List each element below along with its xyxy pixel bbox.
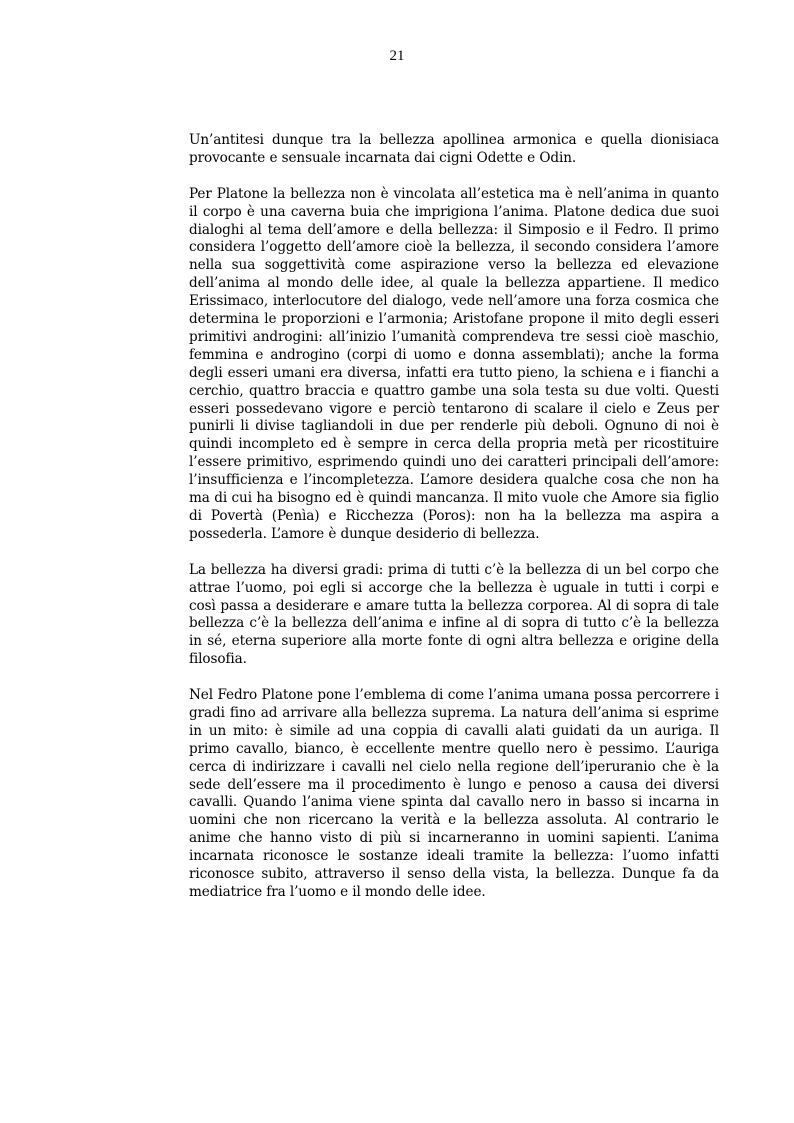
paragraph-degrees-of-beauty: La bellezza ha diversi gradi: prima di tutti c’è la bellezza di un bel corpo che attrae l’uomo, poi egli si accorge che la bellezza è uguale in tutti i corpi e così passa a desiderare e amare tutta la bellezza corporea. Al di sopra di tale bellezza c’è la bellezza dell’anima e infine al di sopra di tutto c’è la bellezza in sé, eterna superiore alla morte fonte di ogni altra bellezza e origine della filosofia. (189, 561, 719, 668)
page-number: 21 (389, 48, 405, 64)
body-text (189, 132, 719, 920)
paragraph-apollinean-dionysian: Un’antitesi dunque tra la bellezza apollinea armonica e quella dionisiaca provocante e sensuale incarnata dai cigni Odette e Odin. (189, 132, 719, 166)
paragraph-phaedrus-myth: Nel Fedro Platone pone l’emblema di come l’anima umana possa percorrere i gradi fino ad arrivare alla bellezza suprema. La natura dell’anima si esprime in un mito: è simile ad una coppia di cavalli alati guidati da un auriga. Il primo cavallo, bianco, è eccellente mentre quello nero è pessimo. L’auriga cerca di indirizzare i cavalli nel cielo nella regione dell’iperuranio che è la sede dell’essere ma il procedimento è lungo e penoso a causa dei diversi cavalli. Quando l’anima viene spinta dal cavallo nero in basso si incarna in uomini che non ricercano la verità e la bellezza assoluta. Al contrario le anime che hanno visto di più si incarneranno in uomini sapienti. L’anima incarnata riconosce le sostanze ideali tramite la bellezza: l’uomo infatti riconosce subito, attraverso il senso della vista, la bellezza. Dunque fa da mediatrice fra l’uomo e il mondo delle idee. (189, 687, 719, 901)
paragraph-plato-love: Per Platone la bellezza non è vincolata all’estetica ma è nell’anima in quanto il corpo è una caverna buia che imprigiona l’anima. Platone dedica due suoi dialoghi al tema dell’amore e della bellezza: il Simposio e il Fedro. Il primo considera l’oggetto dell’amore cioè la bellezza, il secondo considera l’amore nella sua soggettività come aspirazione verso la bellezza ed elevazione dell’anima al mondo delle idee, al quale la bellezza appartiene. Il medico Erissimaco, interlocutore del dialogo, vede nell’amore una forza cosmica che determina le proporzioni e l’armonia; Aristofane propone il mito degli esseri primitivi androgini: all’inizio l’umanità comprendeva tre sessi cioè maschio, femmina e androgino (corpi di uomo e donna assemblati); anche la forma degli esseri umani era diversa, infatti era tutto pieno, la schiena e i fianchi a cerchio, quattro braccia e quattro gambe una sola testa su due volti. Questi esseri possedevano vigore e perciò tentarono di scalare il cielo e Zeus per punirli li divise tagliandoli in due per renderle più deboli. Ognuno di noi è quindi incompleto ed è sempre in cerca della propria metà per ricostituire l’essere primitivo, esprimendo quindi uno dei caratteri principali dell’amore: l’insufficienza e l’incompletezza. L’amore desidera qualche cosa che non ha ma di cui ha bisogno ed è quindi mancanza. Il mito vuole che Amore sia figlio di Povertà (Penìa) e Ricchezza (Poros): non ha la bellezza ma aspira a possederla. L’amore è dunque desiderio di bellezza. (189, 185, 719, 542)
